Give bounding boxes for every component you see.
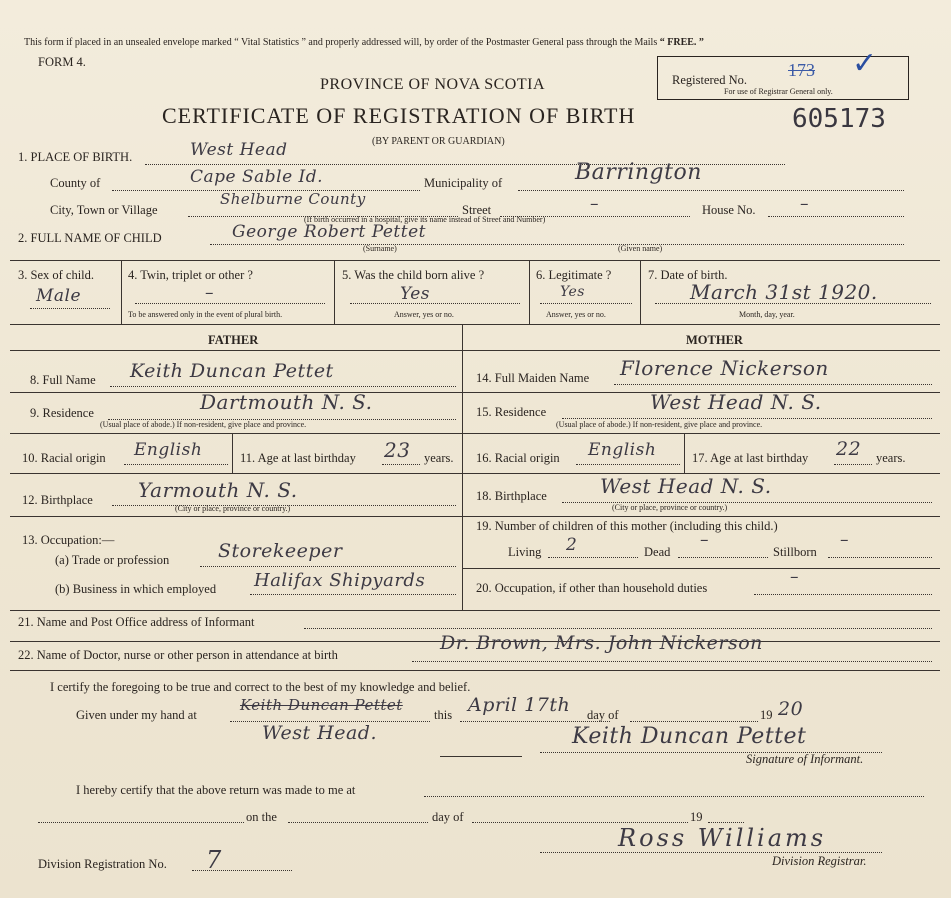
mother-race-label: 16. Racial origin — [476, 451, 560, 465]
street-value: – — [590, 194, 599, 214]
mother-birthplace-label: 18. Birthplace — [476, 489, 547, 503]
doctor-value: Dr. Brown, Mrs. John Nickerson — [440, 632, 763, 654]
given-place-extra: West Head. — [262, 722, 377, 744]
mother-race-value: English — [588, 440, 657, 460]
municipality-value: Barrington — [575, 160, 702, 185]
father-trade-label: (a) Trade or profession — [55, 553, 170, 567]
year-prefix: 19 — [760, 708, 773, 722]
postal-notice — [24, 37, 704, 48]
stamp-number: 605173 — [792, 104, 886, 134]
father-occupation-label: 13. Occupation:— — [22, 533, 115, 547]
father-race-value: English — [134, 440, 203, 460]
living-value: 2 — [566, 535, 578, 555]
registrar-signature: Ross Williams — [618, 824, 827, 852]
division-registration-label: Division Registration No. — [38, 857, 167, 871]
hospital-note: (If birth occurred in a hospital, give its name instead of Street and Number) — [304, 215, 546, 224]
mother-occupation-label: 20. Occupation, if other than household duties — [476, 581, 708, 595]
surname-note: (Surname) — [363, 244, 397, 253]
city-value: Shelburne County — [220, 190, 366, 208]
father-residence-value: Dartmouth N. S. — [200, 390, 373, 414]
given-name-note: (Given name) — [618, 244, 663, 253]
father-years-label: years. — [424, 451, 454, 465]
birth-date-value: March 31st 1920. — [690, 280, 878, 304]
mother-residence-label: 15. Residence — [476, 405, 547, 419]
stillborn-value: – — [840, 530, 849, 550]
street-label: Street — [462, 203, 492, 217]
house-value: – — [800, 194, 809, 214]
registered-number: 173 — [788, 60, 815, 80]
mother-name-label: 14. Full Maiden Name — [476, 371, 590, 385]
page-subtitle: (BY PARENT OR GUARDIAN) — [372, 136, 505, 147]
twin-value: – — [205, 283, 214, 303]
place-of-birth-label: 1. PLACE OF BIRTH. — [18, 150, 133, 164]
mother-birthplace-note: (City or place, province or country.) — [612, 503, 728, 512]
mother-heading: MOTHER — [686, 333, 743, 347]
mother-name-value: Florence Nickerson — [620, 356, 829, 380]
day-of-label: day of — [587, 708, 619, 722]
father-name-value: Keith Duncan Pettet — [130, 360, 334, 382]
birth-date-note: Month, day, year. — [739, 310, 795, 319]
registrar-certify-line: I hereby certify that the above return was made to me at — [76, 783, 356, 797]
mother-residence-value: West Head N. S. — [650, 390, 822, 414]
doctor-label: 22. Name of Doctor, nurse or other person in attendance at birth — [18, 648, 338, 662]
mother-age-value: 22 — [836, 438, 862, 460]
this-value: April 17th — [468, 694, 571, 716]
father-birthplace-note: (City or place, province or country.) — [175, 504, 291, 513]
father-business-label: (b) Business in which employed — [55, 582, 217, 596]
certify-line: I certify the foregoing to be true and correct to the best of my knowledge and belief. — [50, 680, 471, 694]
alive-note: Answer, yes or no. — [394, 310, 454, 319]
father-trade-value: Storekeeper — [218, 540, 343, 562]
notice-vital: “ Vital Statistics ” — [234, 37, 306, 48]
mother-occupation-value: – — [790, 567, 799, 587]
mother-birthplace-value: West Head N. S. — [600, 474, 772, 498]
registrar-use-note: For use of Registrar General only. — [724, 87, 833, 96]
given-place-value: Keith Duncan Pettet — [240, 696, 403, 714]
registrar-day-of-label: day of — [432, 810, 464, 824]
signature-informant-label: Signature of Informant. — [746, 752, 864, 766]
twin-note: To be answered only in the event of plural birth. — [128, 310, 283, 319]
father-heading: FATHER — [208, 333, 259, 347]
county-label: County of — [50, 176, 101, 190]
informant-signature: Keith Duncan Pettet — [572, 724, 807, 749]
province-heading: PROVINCE OF NOVA SCOTIA — [320, 76, 546, 93]
notice-mid: and properly addressed will, by order of the Postmaster General pass through the Mails — [308, 37, 658, 48]
twin-label: 4. Twin, triplet or other ? — [128, 268, 253, 282]
informant-label: 21. Name and Post Office address of Informant — [18, 615, 255, 629]
father-name-label: 8. Full Name — [30, 373, 96, 387]
alive-label: 5. Was the child born alive ? — [342, 268, 485, 282]
on-the-label: on the — [246, 810, 277, 824]
legitimate-value: Yes — [560, 284, 585, 300]
form-number: FORM 4. — [38, 55, 86, 69]
municipality-label: Municipality of — [424, 176, 503, 190]
father-birthplace-value: Yarmouth N. S. — [138, 478, 298, 502]
alive-value: Yes — [400, 284, 431, 304]
child-name-value: George Robert Pettet — [232, 222, 426, 242]
legitimate-note: Answer, yes or no. — [546, 310, 606, 319]
check-mark-icon: ✓ — [852, 47, 878, 80]
dead-label: Dead — [644, 545, 671, 559]
birth-date-label: 7. Date of birth. — [648, 268, 728, 282]
father-age-label: 11. Age at last birthday — [240, 451, 356, 465]
dead-value: – — [700, 530, 709, 550]
father-birthplace-label: 12. Birthplace — [22, 493, 93, 507]
father-residence-note: (Usual place of abode.) If non-resident, give place and province. — [100, 420, 307, 429]
sex-value: Male — [36, 286, 82, 306]
notice-free: “ FREE. ” — [659, 37, 704, 48]
house-label: House No. — [702, 203, 756, 217]
division-registrar-label: Division Registrar. — [772, 854, 867, 868]
registered-label: Registered No. — [672, 73, 747, 87]
county-value: Cape Sable Id. — [190, 167, 324, 187]
page-title: CERTIFICATE OF REGISTRATION OF BIRTH — [162, 103, 636, 128]
mother-residence-note: (Usual place of abode.) If non-resident, give place and province. — [556, 420, 763, 429]
year-value: 20 — [778, 698, 804, 720]
place-of-birth-value: West Head — [190, 140, 288, 160]
stillborn-label: Stillborn — [773, 545, 817, 559]
child-name-label: 2. FULL NAME OF CHILD — [18, 231, 162, 245]
division-registration-value: 7 — [206, 846, 222, 874]
father-residence-label: 9. Residence — [30, 406, 94, 420]
registrar-year-prefix: 19 — [690, 810, 703, 824]
this-label: this — [434, 708, 453, 722]
children-count-label: 19. Number of children of this mother (including this child.) — [476, 519, 778, 533]
city-label: City, Town or Village — [50, 203, 158, 217]
legitimate-label: 6. Legitimate ? — [536, 268, 612, 282]
living-label: Living — [508, 545, 542, 559]
sex-label: 3. Sex of child. — [18, 268, 95, 282]
notice-prefix: This form if placed in an unsealed envelope marked — [24, 37, 232, 48]
given-label: Given under my hand at — [76, 708, 197, 722]
father-age-value: 23 — [384, 438, 411, 462]
father-business-value: Halifax Shipyards — [254, 570, 426, 591]
father-race-label: 10. Racial origin — [22, 451, 106, 465]
mother-age-label: 17. Age at last birthday — [692, 451, 809, 465]
mother-years-label: years. — [876, 451, 906, 465]
